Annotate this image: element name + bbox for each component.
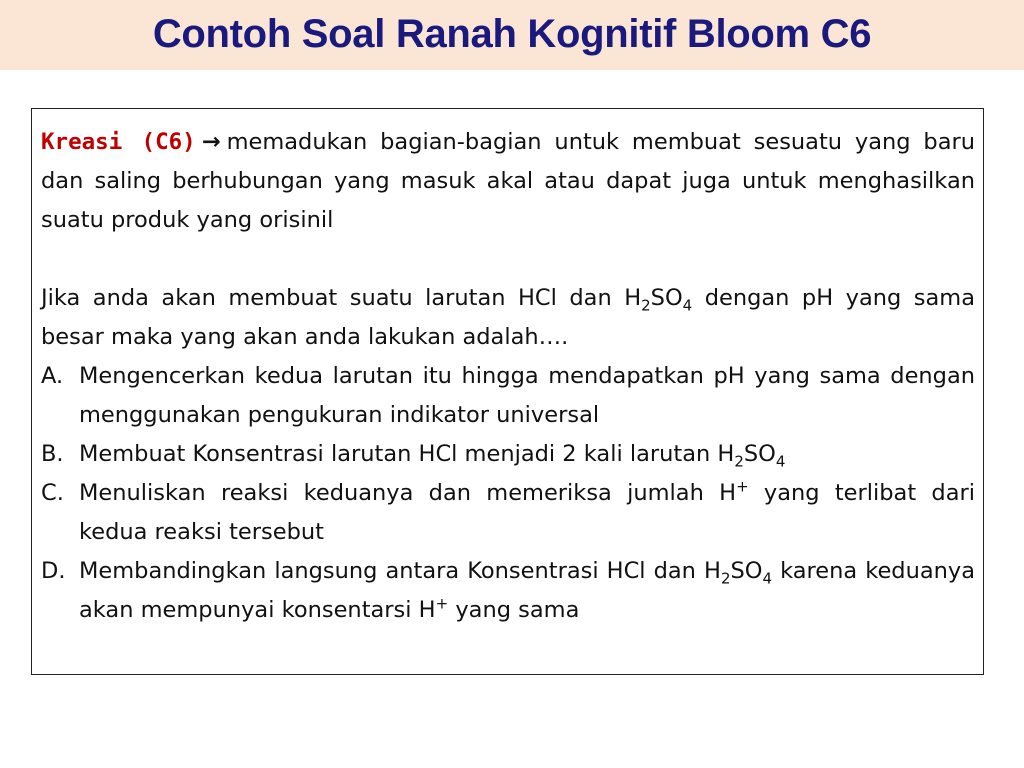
content-box (31, 108, 984, 675)
question-text: SO (650, 285, 683, 311)
answer-options (41, 357, 975, 630)
option-text: Membuat Konsentrasi larutan HCl menjadi 2 kali larutan $H_2SO_4$ (79, 441, 786, 471)
option-letter: C. (41, 480, 64, 506)
option-b[interactable] (41, 435, 975, 474)
keyword-label: Kreasi (C6) (41, 129, 196, 155)
definition-text: memadukan bagian-bagian untuk membuat sesuatu yang baru dan saling berhubungan yang masuk akal atau dapat juga untuk menghasilkan suatu produk yang orisinil (41, 129, 975, 233)
question-paragraph (41, 279, 975, 357)
option-letter: D. (41, 558, 66, 584)
option-text: Mengencerkan kedua larutan itu hingga mendapatkan pH yang sama dengan menggunakan pengukuran indikator universal (79, 363, 975, 428)
option-text: Menuliskan reaksi keduanya dan memeriksa jumlah H+ yang terlibat dari kedua reaksi tersebut (79, 477, 976, 545)
subscript: 2 (641, 296, 651, 315)
question-text: Jika anda akan membuat suatu larutan HCl dan H (41, 285, 642, 311)
question-text: dengan pH yang sama besar maka yang akan anda lakukan adalah…. (41, 285, 975, 350)
definition-paragraph (41, 123, 975, 240)
slide-title: Contoh Soal Ranah Kognitif Bloom C6 (152, 12, 872, 56)
subscript: 4 (682, 296, 693, 315)
option-text: Membandingkan langsung antara Konsentrasi HCl dan $H_2SO_4$ karena keduanya akan mempunyai konsentarsi H+ yang sama (79, 558, 976, 623)
option-d[interactable] (41, 552, 975, 630)
arrow-icon: → (201, 129, 221, 155)
option-c[interactable] (41, 474, 975, 552)
option-letter: B. (41, 441, 64, 467)
option-a[interactable] (41, 357, 975, 435)
option-letter: A. (41, 363, 64, 389)
